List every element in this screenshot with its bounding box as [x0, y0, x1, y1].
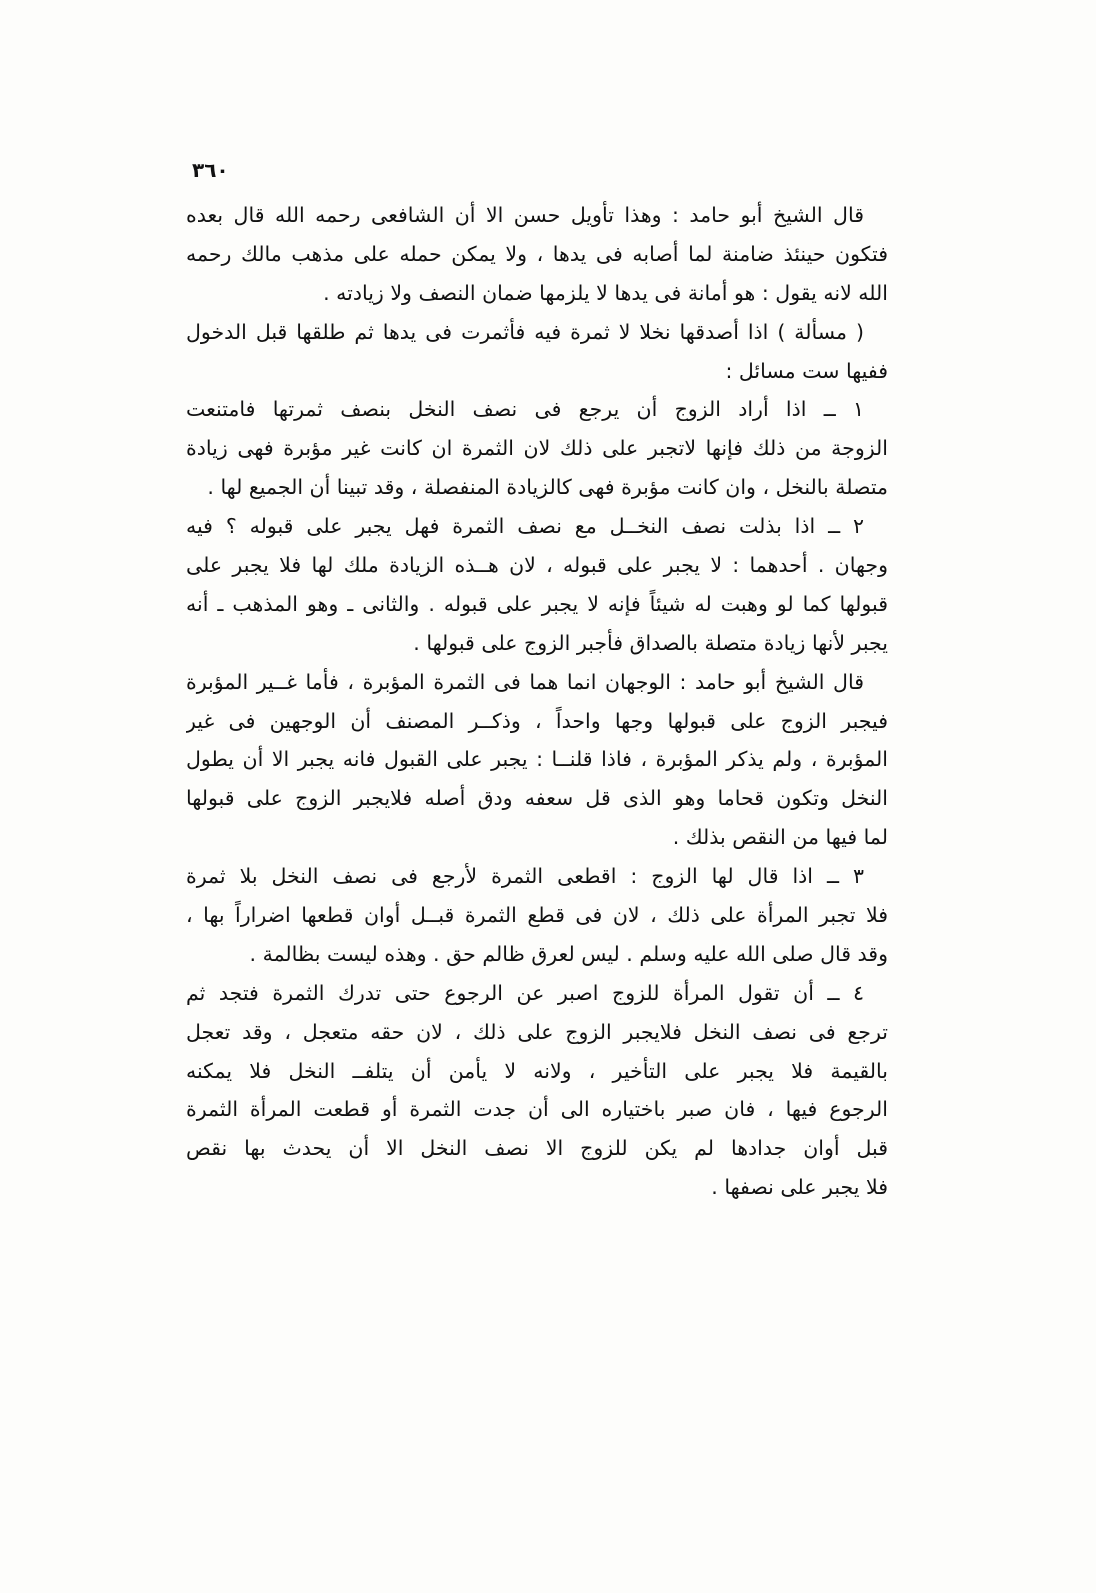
text-line: فيجبر الزوج على قبولها وجها واحداً ، وذكــر المصنف أن الوجهين فى غير — [186, 708, 888, 733]
text-line: بالقيمة فلا يجبر على التأخير ، ولانه لا يأمن أن يتلفــ النخل فلا يمكنه — [186, 1058, 888, 1083]
text-line: ترجع فى نصف النخل فلايجبر الزوج على ذلك ، لان حقه متعجل ، وقد تعجل — [186, 1019, 888, 1044]
text-line: الزوجة من ذلك فإنها لاتجبر على ذلك لان الثمرة ان كانت غير مؤبرة فهى زيادة — [186, 436, 888, 461]
text-line: ففيها ست مسائل : — [725, 358, 888, 383]
text-body — [186, 196, 888, 1207]
text-line: يجبر لأنها زيادة متصلة بالصداق فأجبر الزوج على قبولها . — [413, 630, 888, 655]
text-line: قال الشيخ أبو حامد : وهذا تأويل حسن الا أن الشافعى رحمه الله قال بعده — [186, 203, 864, 227]
text-line: الله لانه يقول : هو أمانة فى يدها لا يلزمها ضمان النصف ولا زيادته . — [323, 280, 888, 305]
text-line: ٤ ــ أن تقول المرأة للزوج اصبر عن الرجوع حتى تدرك الثمرة فتجد ثم — [186, 980, 864, 1005]
text-line: فتكون حينئذ ضامنة لما أصابه فى يدها ، ولا يمكن حمله على مذهب مالك رحمه — [186, 241, 888, 266]
text-line: المؤبرة ، ولم يذكر المؤبرة ، فاذا قلنــا : يجبر على القبول فانه يجبر الا أن يطول — [186, 747, 888, 772]
text-line: فلا تجبر المرأة على ذلك ، لان فى قطع الثمرة قبــل أوان قطعها اضراراً بها ، — [186, 903, 888, 928]
text-line: النخل وتكون قحاما وهو الذى قل سعفه ودق أصله فلايجبر الزوج على قبولها — [186, 786, 888, 811]
text-line: فلا يجبر على نصفها . — [711, 1175, 888, 1200]
text-line: لما فيها من النقص بذلك . — [672, 825, 888, 850]
text-line: وقد قال صلى الله عليه وسلم . ليس لعرق ظالم حق . وهذه ليست بظالمة . — [249, 941, 888, 966]
text-line: ( مسألة ) اذا أصدقها نخلا لا ثمرة فيه فأثمرت فى يدها ثم طلقها قبل الدخول — [186, 319, 864, 344]
text-line: قبل أوان جدادها لم يكن للزوج الا نصف النخل الا أن يحدث بها نقص — [186, 1136, 888, 1161]
text-line: قال الشيخ أبو حامد : الوجهان انما هما فى الثمرة المؤبرة ، فأما غــير المؤبرة — [186, 669, 864, 694]
text-line: متصلة بالنخل ، وان كانت مؤبرة فهى كالزيادة المنفصلة ، وقد تبينا أن الجميع لها . — [207, 475, 888, 500]
text-line: ١ ــ اذا أراد الزوج أن يرجع فى نصف النخل بنصف ثمرتها فامتنعت — [186, 397, 864, 422]
page-number: ٣٦٠ — [192, 158, 229, 182]
text-line: الرجوع فيها ، فان صبر باختياره الى أن جدت الثمرة أو قطعت المرأة الثمرة — [186, 1097, 888, 1122]
text-line: ٢ ــ اذا بذلت نصف النخــل مع نصف الثمرة فهل يجبر على قبوله ؟ فيه — [186, 514, 864, 539]
text-line: قبولها كما لو وهبت له شيئاً فإنه لا يجبر على قبوله . والثانى ـ وهو المذهب ـ أنه — [186, 591, 888, 616]
text-line: وجهان . أحدهما : لا يجبر على قبوله ، لان هــذه الزيادة ملك لها فلا يجبر على — [186, 553, 888, 578]
text-line: ٣ ــ اذا قال لها الزوج : اقطعى الثمرة لأرجع فى نصف النخل بلا ثمرة — [186, 864, 864, 889]
